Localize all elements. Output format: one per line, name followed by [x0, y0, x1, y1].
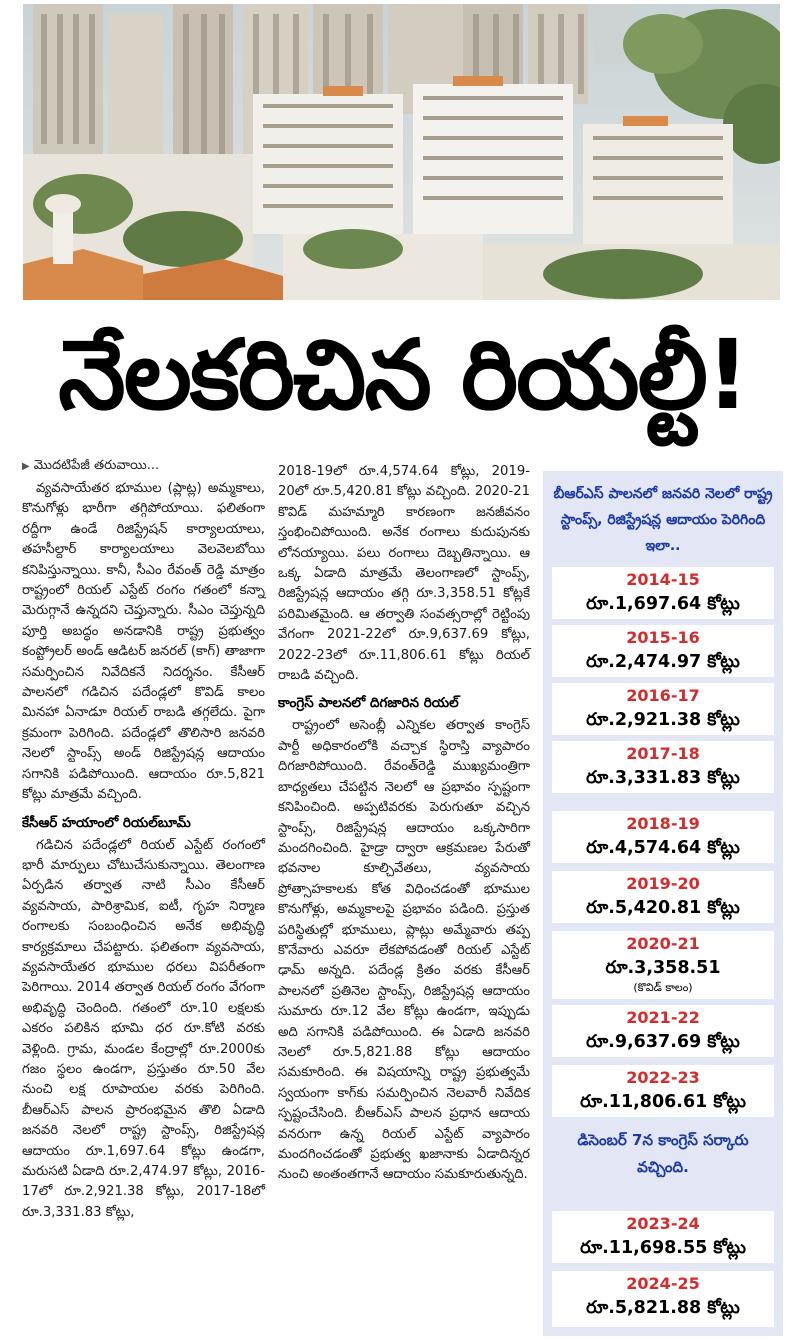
article-paragraph: రాష్ట్రంలో అసెంబ్లీ ఎన్నికల తర్వాత కాంగ్రెస్ పార్టీ అధికారంలోకి వచ్చాక స్థిరాస్తి వ్యాపారం దిగజారిపోయింది. రేవంత్‌రెడ్డి ముఖ్యమంత్రిగా బాధ్యతలు చేపట్టిన నెలలో ఆ ప్రభావం స్పష్టంగా కనిపించింది. అప్పటివరకు పెరుగుతూ వచ్చిన స్టాంప్స్, రిజిస్ట్రేషన్ల ఆదాయం ఒక్కసారిగా మందగించింది. హైడ్రా ద్వారా ఆక్రమణల పేరుతో భవనాల కూల్చివేతలు, వ్యవసాయ ప్రోత్సాహకాలకు కోత విధించడంతో భూముల కొనుగోళ్లు, అమ్మకాలపై ప్రభావం పడింది. ప్రస్తుత పరిస్థితుల్లో భూములు, ప్లాట్లు అమ్మేవారు తప్ప కొనేవారు ఎవరూ లేకపోవడంతో రియల్ ఎస్టేట్ ఢామ్ అన్నది. పదేండ్ల క్రితం వరకు కేసీఆర్ పాలనలో ప్రతినెల స్టాంప్స్, రిజిస్ట్రేషన్ల ఆదాయం సుమారు రూ.12 వేల కోట్లు ఉండగా, ఇప్పుడు అది సగానికి పడిపోయింది. ఈ ఏడాది జనవరి నెలలో రూ.5,821.88 కోట్లు ఆదాయం సమకూరింది. ఈ విషయాన్ని రాష్ట్ర ప్రభుత్వమే స్వయంగా కాగ్‌కు సమర్పించిన నెలవారీ నివేదిక స్పష్టంచేసింది. బీఆర్ఎస్ పాలన ప్రధాన ఆదాయ వనరుగా ఉన్న రియల్ ఎస్టేట్ వ్యాపారం మందగించడంతో ప్రభుత్వ ఖజానాకు ఏడాదిన్నర నుంచి అంతంతగానే ఆదాయం సమకూరుతున్నది.	[278, 718, 530, 1183]
revenue-year: 2016-17	[626, 686, 700, 705]
article-paragraph: వ్యవసాయేతర భూముల (ప్లాట్ల) అమ్మకాలు, కొనుగోళ్లు భారీగా తగ్గిపోయాయి. ఫలితంగా రద్దీగా ఉండే రిజిస్ట్రేషన్ కార్యాలయాలు, తహసీల్దార్ కార్యాలయాలు వెలవెలబోయి కనిపిస్తున్నాయి. కానీ, సీఎం రేవంత్ రెడ్డి మాత్రం రాష్ట్రంలో రియల్ ఎస్టేట్ రంగం గతంలో కన్నా మెరుగ్గానే ఉన్నదని చెప్తున్నారు. సీఎం చెప్తున్నది పూర్తి అబద్ధం అనడానికి రాష్ట్ర ప్రభుత్వం కంప్ట్రోలర్ అండ్ ఆడిటర్ జనరల్ (కాగ్) తాజాగా సమర్పించిన నివేదికనే నిదర్శనం. కేసీఆర్ పాలనలో గడిచిన పదేండ్లలో కొవిడ్ కాలం మినహా ఏనాడూ రియల్ రాబడి తగ్గలేదు. పైగా క్రమంగా పెరిగింది. పదేండ్లలో తొలిసారి జనవరి నెలలో స్టాంప్స్ అండ్ రిజిస్ట్రేషన్ల ఆదాయం సగానికి పడిపోయింది. ఆదాయం రూ.5,821 కోట్లు మాత్రమే వచ్చింది.	[22, 481, 265, 803]
article-column-2	[278, 462, 530, 1186]
revenue-year: 2014-15	[626, 570, 700, 589]
cityscape-photo	[23, 4, 780, 300]
revenue-amount: రూ.9,637.69 కోట్లు	[586, 1032, 740, 1052]
kicker-text: మొదటిపేజీ తరువాయి...	[33, 458, 160, 473]
revenue-row	[552, 1065, 774, 1117]
revenue-year: 2019-20	[626, 874, 700, 893]
revenue-row	[552, 1211, 774, 1263]
article-column-1	[22, 456, 265, 1223]
triangle-bullet-icon: ▶	[22, 461, 30, 472]
revenue-row	[552, 811, 774, 863]
revenue-year: 2024-25	[626, 1274, 700, 1293]
article-paragraph: 2018-19లో రూ.4,574.64 కోట్లు, 2019-20లో రూ.5,420.81 కోట్లు వచ్చింది. 2020-21 కొవిడ్ మహమ్మారి కారణంగా జనజీవనం స్తంభించిపోయింది. అనేక రంగాలు కుదుపునకు లోనయ్యాయి. పలు రంగాలు దెబ్బతిన్నాయి. ఆ ఒక్క ఏడాది మాత్రమే తెలంగాణలో స్టాంప్స్, రిజిస్ట్రేషన్ల ఆదాయం తగ్గి రూ.3,358.51 కోట్లకే పరిమితమైంది. ఆ తర్వాతి సంవత్సరాల్లో రెట్టింపు వేగంగా 2021-22లో రూ.9,637.69 కోట్లు, 2022-23లో రూ.11,806.61 కోట్లు రియల్ రాబడి వచ్చింది.	[278, 464, 530, 684]
revenue-row	[552, 741, 774, 793]
revenue-amount: రూ.11,698.55 కోట్లు	[580, 1238, 746, 1258]
revenue-row	[552, 683, 774, 735]
revenue-year: 2022-23	[626, 1068, 700, 1087]
revenue-amount: రూ.2,921.38 కోట్లు	[586, 710, 740, 730]
revenue-amount: రూ.2,474.97 కోట్లు	[586, 652, 740, 672]
revenue-sidebar	[543, 471, 783, 1336]
covid-period-note: (కొవిడ్ కాలం)	[633, 981, 693, 994]
revenue-amount: రూ.3,358.51	[605, 958, 721, 978]
revenue-year: 2015-16	[626, 628, 700, 647]
congress-government-note: డిసెంబర్ 7న కాంగ్రెస్ సర్కారు వచ్చింది.	[577, 1131, 749, 1176]
revenue-row	[552, 1271, 774, 1327]
revenue-row	[552, 1005, 774, 1057]
revenue-year: 2023-24	[626, 1214, 700, 1233]
revenue-amount: రూ.1,697.64 కోట్లు	[586, 594, 740, 614]
revenue-row	[552, 567, 774, 619]
revenue-row-covid	[552, 931, 774, 999]
continued-kicker	[22, 456, 265, 477]
revenue-year: 2021-22	[626, 1008, 700, 1027]
apartment-buildings-image	[23, 4, 780, 300]
revenue-row	[552, 625, 774, 677]
revenue-amount: రూ.5,821.88 కోట్లు	[586, 1298, 740, 1318]
revenue-amount: రూ.3,331.83 కోట్లు	[586, 768, 740, 788]
revenue-year: 2018-19	[626, 814, 700, 833]
revenue-year: 2017-18	[626, 744, 700, 763]
subheading-kcr-real-boom: కేసీఆర్ హయాంలో రియల్‌బూమ్	[22, 814, 191, 831]
revenue-amount: రూ.5,420.81 కోట్లు	[586, 898, 740, 918]
revenue-amount: రూ.11,806.61 కోట్లు	[580, 1092, 746, 1112]
revenue-year: 2020-21	[626, 934, 700, 953]
subheading-congress-real-decline: కాంగ్రెస్ పాలనలో దిగజారిన రియల్	[278, 695, 459, 712]
revenue-amount: రూ.4,574.64 కోట్లు	[586, 838, 740, 858]
sidebar-title: బీఆర్ఎస్ పాలనలో జనవరి నెలలో రాష్ట్ర స్టాంప్స్, రిజిస్ట్రేషన్ల ఆదాయం పెరిగింది ఇలా..	[553, 486, 773, 554]
revenue-row	[552, 871, 774, 923]
headline: నేలకరిచిన రియల్టీ!	[58, 319, 748, 431]
article-paragraph: గడిచిన పదేండ్లలో రియల్ ఎస్టేట్ రంగంలో భారీ మార్పులు చోటుచేసుకున్నాయి. తెలంగాణ ఏర్పడిన తర్వాత నాటి సీఎం కేసీఆర్ వ్యవసాయ, పారిశ్రామిక, ఐటీ, గృహ నిర్మాణ రంగాలకు సంబంధించిన అనేక అభివృద్ధి కార్యక్రమాలు చేపట్టారు. ఫలితంగా వ్యవసాయ, వ్యవసాయేతర భూముల ధరలు విపరీతంగా పెరిగాయి. 2014 తర్వాత రియల్ రంగం వేగంగా అభివృద్ధి చెందింది. గతంలో రూ.10 లక్షలకు ఎకరం పలికిన భూమి ధర రూ.కోటి వరకు వెళ్లింది. గ్రామ, మండల కేంద్రాల్లో రూ.2000కు గజం స్థలం ఉండగా, ప్రస్తుతం రూ.50 వేల నుంచి లక్ష రూపాయల వరకు పెరిగింది. బీఆర్ఎస్ పాలన ప్రారంభమైన తొలి ఏడాది జనవరి నెలలో రాష్ట్ర స్టాంప్స్, రిజిస్ట్రేషన్ల ఆదాయం రూ.1,697.64 కోట్లు ఉండగా, మరుసటి ఏడాది రూ.2,474.97 కోట్లు, 2016-17లో రూ.2,921.38 కోట్లు, 2017-18లో రూ.3,331.83 కోట్లు,	[22, 837, 265, 1220]
